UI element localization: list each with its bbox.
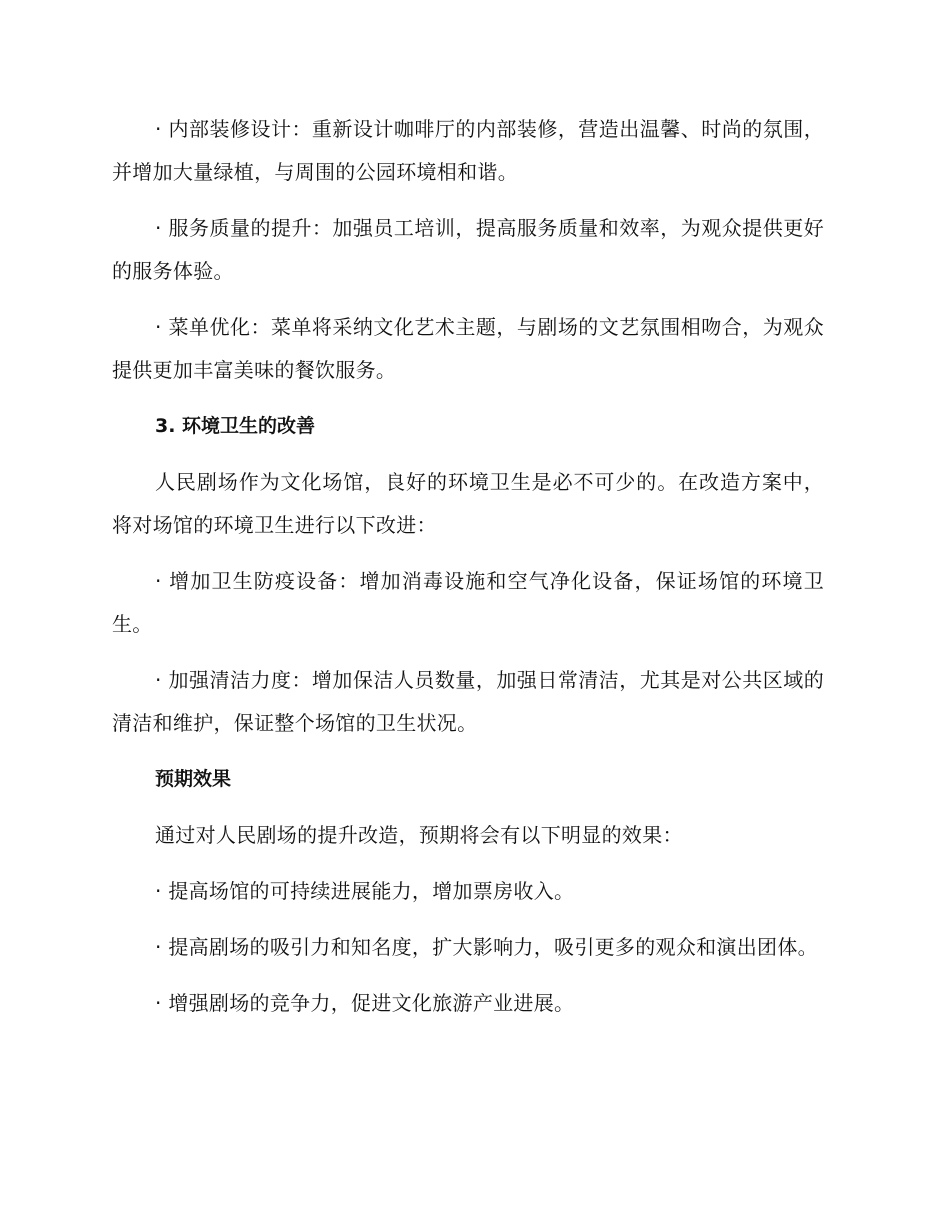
bullet-interior-design: · 内部装修设计：重新设计咖啡厅的内部装修，营造出温馨、时尚的氛围，并增加大量绿植，与周围的公园环境相和谐。 <box>112 117 824 184</box>
section-heading-hygiene: 3. 环境卫生的改善 <box>155 415 316 437</box>
section-heading-expected-effects: 预期效果 <box>155 768 232 790</box>
bullet-competitiveness: · 增强剧场的竞争力，促进文化旅游产业进展。 <box>155 991 575 1015</box>
bullet-service-quality: · 服务质量的提升：加强员工培训，提高服务质量和效率，为观众提供更好的服务体验。 <box>112 216 824 283</box>
bullet-menu-optimization: · 菜单优化：菜单将采纳文化艺术主题，与剧场的文艺氛围相吻合，为观众提供更加丰富美味的餐饮服务。 <box>112 315 824 382</box>
intro-expected-effects: 通过对人民剧场的提升改造，预期将会有以下明显的效果： <box>155 823 683 847</box>
bullet-attraction: · 提高剧场的吸引力和知名度，扩大影响力，吸引更多的观众和演出团体。 <box>155 935 818 959</box>
intro-hygiene: 人民剧场作为文化场馆，良好的环境卫生是必不可少的。在改造方案中，将对场馆的环境卫生进行以下改进： <box>112 470 824 537</box>
bullet-cleaning-efforts: · 加强清洁力度：增加保洁人员数量，加强日常清洁，尤其是对公共区域的清洁和维护，保证整个场馆的卫生状况。 <box>112 668 824 735</box>
bullet-sustainability: · 提高场馆的可持续进展能力，增加票房收入。 <box>155 879 575 903</box>
bullet-hygiene-equipment: · 增加卫生防疫设备：增加消毒设施和空气净化设备，保证场馆的环境卫生。 <box>112 569 824 636</box>
document-body <box>112 108 824 1038</box>
